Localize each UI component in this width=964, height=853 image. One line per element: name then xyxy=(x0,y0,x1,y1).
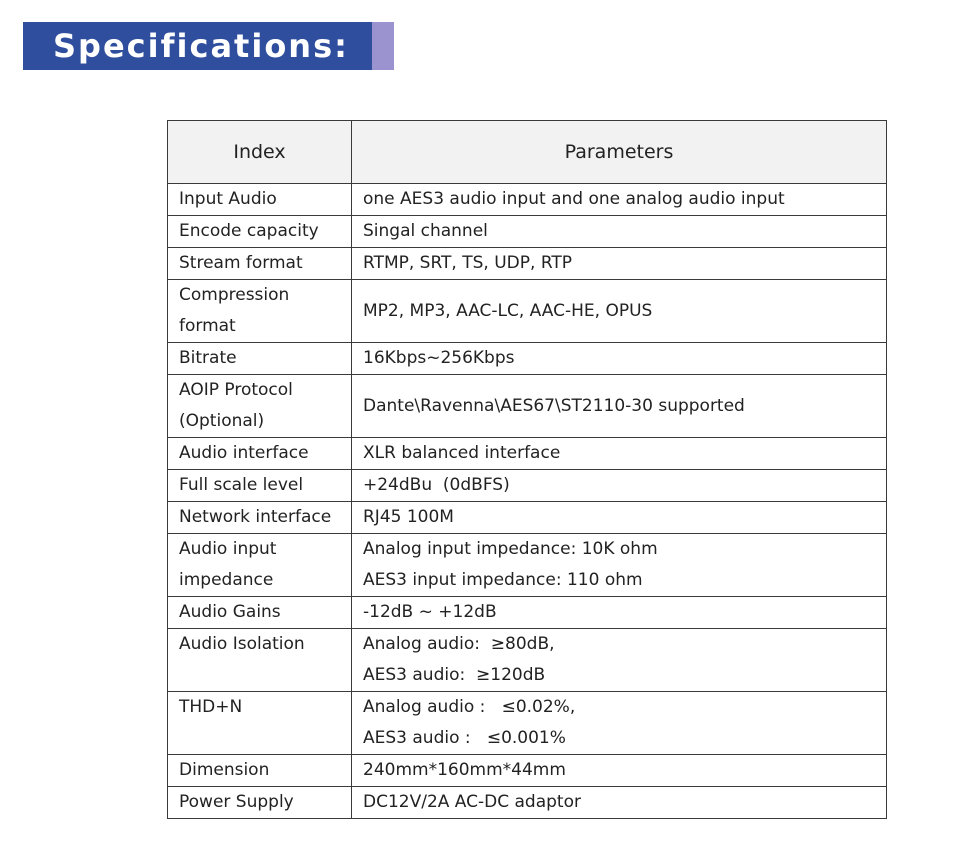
parameter-cell xyxy=(352,216,887,248)
index-label: Audio Isolation xyxy=(179,634,305,654)
parameter-value: 240mm*160mm*44mm xyxy=(363,760,566,780)
table-row xyxy=(168,470,887,502)
index-cell xyxy=(168,375,352,438)
index-cell xyxy=(168,692,352,755)
table-row xyxy=(168,216,887,248)
parameter-value: -12dB ~ +12dB xyxy=(363,602,497,622)
index-cell xyxy=(168,597,352,629)
index-label: AOIP Protocol xyxy=(179,380,293,400)
index-label: format xyxy=(179,316,236,336)
parameter-cell xyxy=(352,184,887,216)
parameter-value: MP2, MP3, AAC-LC, AAC-HE, OPUS xyxy=(363,300,653,321)
parameter-cell xyxy=(352,343,887,375)
table-row xyxy=(168,343,887,375)
parameter-value: Singal channel xyxy=(363,221,488,241)
index-label: THD+N xyxy=(179,697,243,717)
table-row xyxy=(168,248,887,280)
index-label: Audio interface xyxy=(179,443,309,463)
index-label: Full scale level xyxy=(179,475,304,495)
parameter-cell xyxy=(352,248,887,280)
index-label: Power Supply xyxy=(179,792,294,812)
parameter-value: one AES3 audio input and one analog audio input xyxy=(363,189,785,209)
parameter-value: Analog audio: ≥80dB, xyxy=(363,634,555,654)
table-row xyxy=(168,184,887,216)
index-cell xyxy=(168,184,352,216)
parameter-cell xyxy=(352,280,887,343)
index-label: (Optional) xyxy=(179,411,265,431)
banner-title: Specifications: xyxy=(53,27,349,65)
index-cell xyxy=(168,755,352,787)
table-body xyxy=(168,184,887,819)
index-cell xyxy=(168,470,352,502)
index-cell xyxy=(168,502,352,534)
parameter-value: +24dBu (0dBFS) xyxy=(363,475,510,495)
table-row xyxy=(168,787,887,819)
table-row xyxy=(168,597,887,629)
table-row xyxy=(168,438,887,470)
index-cell xyxy=(168,280,352,343)
index-label: Input Audio xyxy=(179,189,277,209)
parameter-cell xyxy=(352,787,887,819)
parameter-value: RJ45 100M xyxy=(363,507,454,527)
index-label: Audio Gains xyxy=(179,602,281,622)
header-parameters: Parameters xyxy=(352,121,887,184)
parameter-cell xyxy=(352,438,887,470)
parameter-value: AES3 input impedance: 110 ohm xyxy=(363,570,643,590)
parameter-cell xyxy=(352,375,887,438)
index-cell xyxy=(168,534,352,597)
table-row xyxy=(168,280,887,343)
parameter-value: DC12V/2A AC-DC adaptor xyxy=(363,792,581,812)
parameter-value: Analog input impedance: 10K ohm xyxy=(363,539,658,559)
index-label: Encode capacity xyxy=(179,221,319,241)
banner-accent xyxy=(372,22,394,70)
table-row xyxy=(168,629,887,692)
parameter-cell xyxy=(352,692,887,755)
index-label: impedance xyxy=(179,570,274,590)
parameter-value: Dante\Ravenna\AES67\ST2110-30 supported xyxy=(363,395,745,416)
parameter-value: RTMP, SRT, TS, UDP, RTP xyxy=(363,253,573,273)
table-row xyxy=(168,534,887,597)
index-cell xyxy=(168,438,352,470)
index-label: Stream format xyxy=(179,253,303,273)
index-label: Dimension xyxy=(179,760,270,780)
table-row xyxy=(168,755,887,787)
specifications-table xyxy=(167,120,887,819)
parameter-cell xyxy=(352,597,887,629)
parameter-cell xyxy=(352,470,887,502)
table-header-row xyxy=(168,121,887,184)
index-label: Bitrate xyxy=(179,348,237,368)
table-row xyxy=(168,692,887,755)
index-cell xyxy=(168,216,352,248)
parameter-value: AES3 audio: ≥120dB xyxy=(363,665,546,685)
index-label: Compression xyxy=(179,285,290,305)
index-label: Audio input xyxy=(179,539,277,559)
parameter-value: Analog audio : ≤0.02%, xyxy=(363,697,576,717)
table-row xyxy=(168,502,887,534)
parameter-cell xyxy=(352,502,887,534)
header-index: Index xyxy=(168,121,352,184)
index-cell xyxy=(168,787,352,819)
parameter-value: XLR balanced interface xyxy=(363,443,561,463)
parameter-value: AES3 audio : ≤0.001% xyxy=(363,728,566,748)
index-cell xyxy=(168,248,352,280)
parameter-cell xyxy=(352,534,887,597)
table-row xyxy=(168,375,887,438)
index-label: Network interface xyxy=(179,507,332,527)
index-cell xyxy=(168,343,352,375)
parameter-cell xyxy=(352,629,887,692)
index-cell xyxy=(168,629,352,692)
specifications-banner xyxy=(23,22,394,70)
parameter-value: 16Kbps~256Kbps xyxy=(363,348,515,368)
parameter-cell xyxy=(352,755,887,787)
